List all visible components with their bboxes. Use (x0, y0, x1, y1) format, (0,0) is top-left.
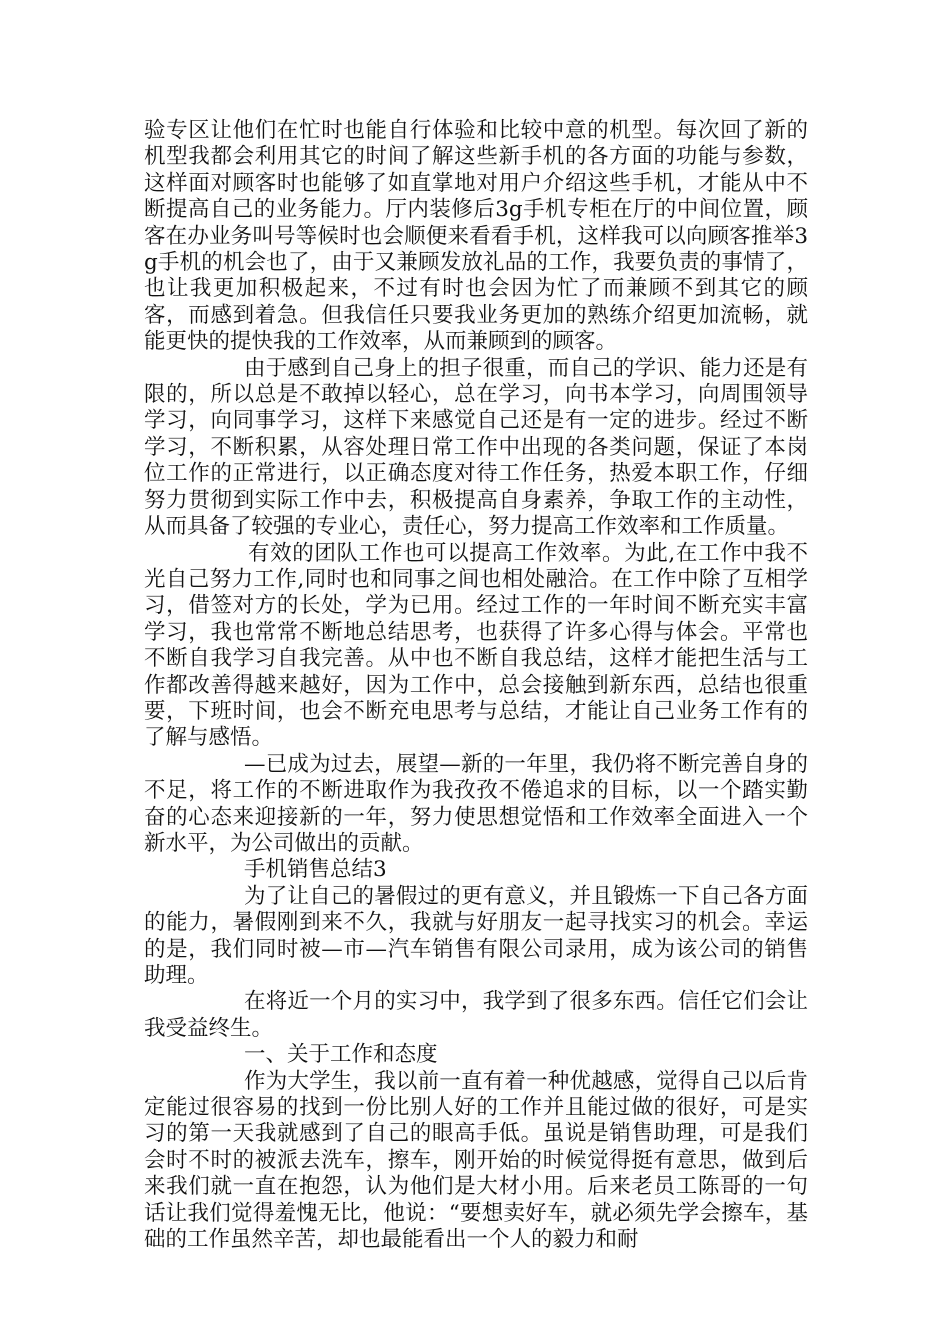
subsection-heading: 一、关于工作和态度 (244, 1042, 438, 1068)
paragraph: 作为大学生，我以前一直有着一种优越感，觉得自己以后肯定能过很容易的找到一份比别人好的工作并且能过做的很好，可是实习的第一天我就感到了自己的眼高手低。虽说是销售助理，可是我们会时不时的被派去洗车，擦车，刚开始的时候觉得挺有意思，做到后来我们就一直在抱怨，认为他们是大材小用。后来老员工陈哥的一句话让我们觉得羞愧无比，他说：“要想卖好车，就必须先学会擦车，基础的工作虽然辛苦，却也最能看出一个人的毅力和耐 (144, 1068, 808, 1253)
document-page (144, 118, 808, 1253)
paragraph: 为了让自己的暑假过的更有意义，并且锻炼一下自己各方面的能力，暑假刚到来不久，我就与好朋友一起寻找实习的机会。幸运的是，我们同时被—市—汽车销售有限公司录用，成为该公司的销售助理。 (144, 883, 808, 988)
section-heading: 手机销售总结3 (244, 857, 387, 883)
paragraph: —已成为过去，展望—新的一年里，我仍将不断完善自身的不足，将工作的不断进取作为我孜孜不倦追求的目标，以一个踏实勤奋的心态来迎接新的一年，努力使思想觉悟和工作效率全面进入一个新水平，为公司做出的贡献。 (144, 751, 808, 856)
paragraph: 在将近一个月的实习中，我学到了很多东西。信任它们会让我受益终生。 (144, 989, 808, 1041)
paragraph: 由于感到自己身上的担子很重，而自己的学识、能力还是有限的，所以总是不敢掉以轻心，总在学习，向书本学习，向周围领导学习，向同事学习，这样下来感觉自己还是有一定的进步。经过不断学习，不断积累，从容处理日常工作中出现的各类问题，保证了本岗位工作的正常进行，以正确态度对待工作任务，热爱本职工作，仔细努力贯彻到实际工作中去，积极提高自身素养，争取工作的主动性，从而具备了较强的专业心，责任心，努力提高工作效率和工作质量。 (144, 355, 808, 540)
paragraph-continued: 验专区让他们在忙时也能自行体验和比较中意的机型。每次回了新的机型我都会利用其它的时间了解这些新手机的各方面的功能与参数，这样面对顾客时也能够了如直掌地对用户介绍这些手机，才能从中不断提高自己的业务能力。厅内装修后3g手机专柜在厅的中间位置，顾客在办业务叫号等候时也会顺便来看看手机，这样我可以向顾客推举3g手机的机会也了，由于又兼顾发放礼品的工作，我要负责的事情了，也让我更加积极起来，不过有时也会因为忙了而兼顾不到其它的顾客，而感到着急。但我信任只要我业务更加的熟练介绍更加流畅，就能更快的提快我的工作效率，从而兼顾到的顾客。 (144, 118, 808, 355)
paragraph: 有效的团队工作也可以提高工作效率。为此,在工作中我不光自己努力工作,同时也和同事之间也相处融洽。在工作中除了互相学习，借签对方的长处，学为已用。经过工作的一年时间不断充实丰富学习，我也常常不断地总结思考，也获得了许多心得与体会。平常也不断自我学习自我完善。从中也不断自我总结，这样才能把生活与工作都改善得越来越好，因为工作中，总会接触到新东西，总结也很重要，下班时间，也会不断充电思考与总结，才能让自己业务工作有的了解与感悟。 (144, 540, 808, 751)
